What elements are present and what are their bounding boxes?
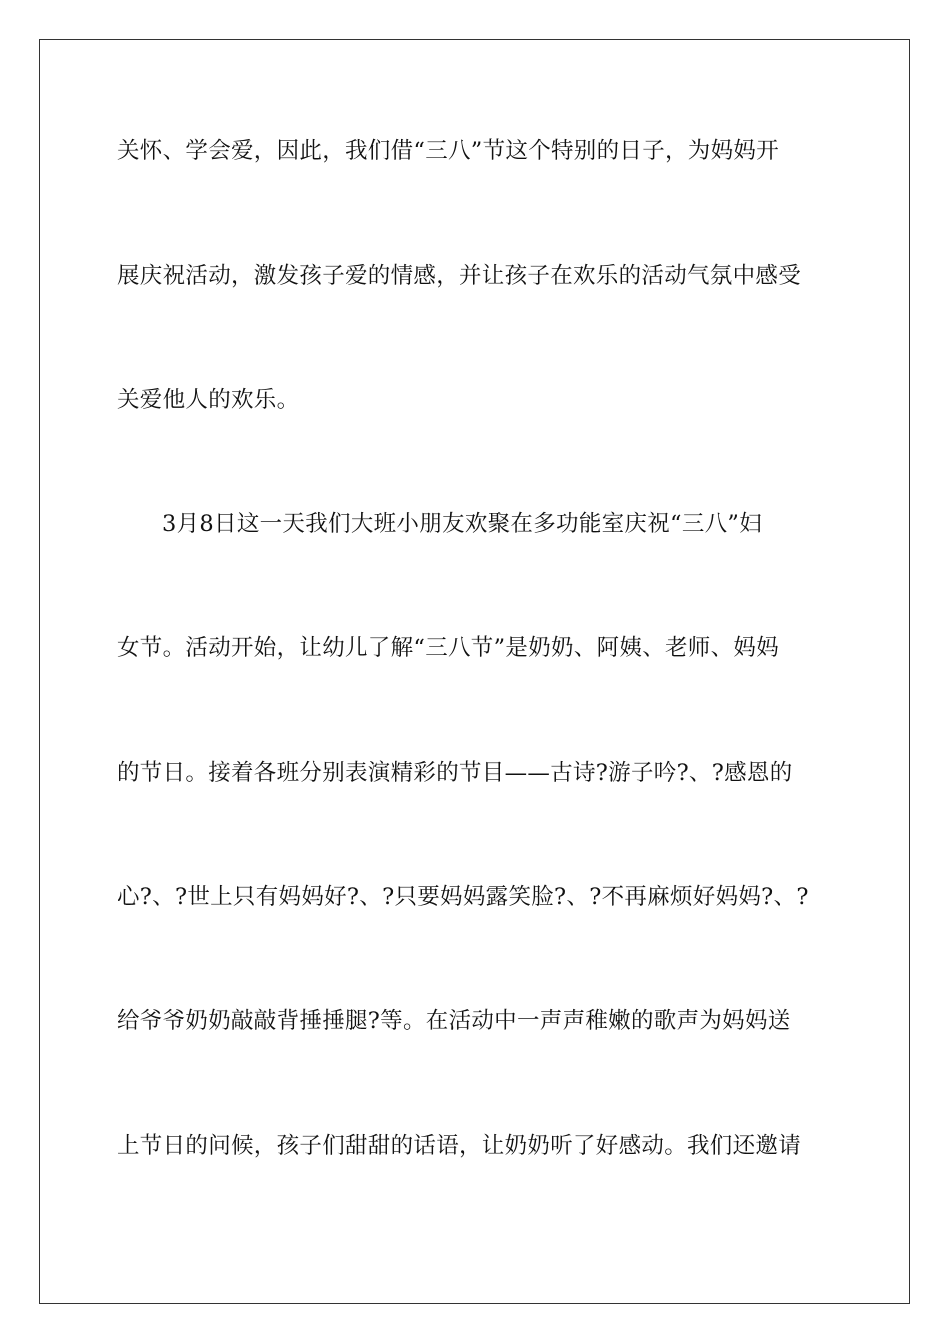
text-line: 心?、?世上只有妈妈好?、?只要妈妈露笑脸?、?不再麻烦好妈妈?、?	[117, 884, 809, 910]
text-line: 女节。活动开始，让幼儿了解“三八节”是奶奶、阿姨、老师、妈妈	[117, 635, 780, 661]
text-line: 关爱他人的欢乐。	[117, 387, 300, 413]
text-line: 给爷爷奶奶敲敲背捶捶腿?等。在活动中一声声稚嫩的歌声为妈妈送	[117, 1008, 791, 1034]
text-line: 3月8日这一天我们大班小朋友欢聚在多功能室庆祝“三八”妇	[162, 511, 763, 537]
text-line: 的节日。接着各班分别表演精彩的节目——古诗?游子吟?、?感恩的	[117, 760, 793, 786]
text-line: 关怀、学会爱，因此，我们借“三八”节这个特别的日子，为妈妈开	[117, 138, 780, 164]
page-border	[39, 39, 910, 1304]
text-line: 展庆祝活动，激发孩子爱的情感，并让孩子在欢乐的活动气氛中感受	[117, 263, 802, 289]
text-line: 上节日的问候，孩子们甜甜的话语，让奶奶听了好感动。我们还邀请	[117, 1133, 802, 1159]
